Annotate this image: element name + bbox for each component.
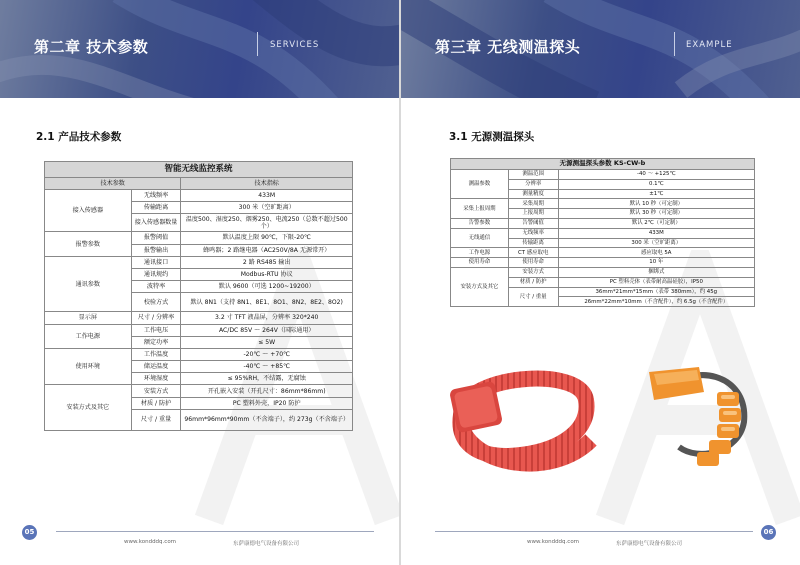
footer-line (56, 531, 374, 532)
parameter-name-cell: 采集周期 (508, 199, 558, 209)
category-cell: 接入传感器 (45, 190, 132, 232)
parameter-name-cell: 无线频率 (131, 190, 181, 202)
parameter-value-cell: 默认 2℃（可定制） (558, 218, 754, 228)
table-title: 无源测温探头参数 KS-CW-b (451, 159, 755, 170)
parameter-name-cell: 尺寸 / 分辨率 (131, 312, 181, 324)
page-number-badge: 05 (22, 525, 37, 540)
table-header-param: 技术参数 (45, 178, 181, 190)
parameter-value-cell: 默认 9600（可选 1200~19200） (181, 281, 353, 293)
category-cell: 使用环境 (45, 348, 132, 385)
parameter-name-cell: 工作电压 (131, 324, 181, 336)
category-cell: 报警参数 (45, 232, 132, 256)
parameter-name-cell: 告警阈值 (508, 218, 558, 228)
parameter-name-cell: 传输距离 (131, 202, 181, 214)
right-page (401, 0, 800, 565)
parameter-value-cell: 0.1℃ (558, 179, 754, 189)
left-header-banner (0, 0, 399, 98)
parameter-value-cell: PC 塑料壳体（表带耐高温硅胶），IP50 (558, 277, 754, 287)
parameter-value-cell: 300 米（空旷距离） (558, 238, 754, 248)
parameter-value-cell: 默认 8N1（支持 8N1、8E1、8O1、8N2、8E2、8O2) (181, 293, 353, 312)
table-header-spec: 技术指标 (181, 178, 353, 190)
parameter-value-cell: 默认温度上限 90℃，下限-20℃ (181, 232, 353, 244)
parameter-name-cell: 通讯规约 (131, 268, 181, 280)
page-number-badge: 06 (761, 525, 776, 540)
parameter-name-cell: 工作温度 (131, 348, 181, 360)
parameter-name-cell: 材质 / 防护 (508, 277, 558, 287)
parameter-name-cell: 报警输出 (131, 244, 181, 256)
category-cell: 使用寿命 (451, 258, 509, 268)
table-row (451, 228, 755, 238)
table-row (451, 218, 755, 228)
category-cell: 显示屏 (45, 312, 132, 324)
parameter-name-cell: 接入传感器数量 (131, 214, 181, 232)
category-cell: 安装方式及其它 (45, 385, 132, 430)
parameter-value-cell: -40℃ ～ +85℃ (181, 361, 353, 373)
table-row (45, 232, 353, 244)
parameter-name-cell: 上报周期 (508, 209, 558, 219)
parameter-name-cell: 校验方式 (131, 293, 181, 312)
parameter-name-cell: 材质 / 防护 (131, 397, 181, 409)
parameter-value-cell: ≤ 5W (181, 336, 353, 348)
parameter-name-cell: 尺寸 / 重量 (508, 287, 558, 307)
parameter-value-cell: 10 年 (558, 258, 754, 268)
chapter-title: 第二章 技术参数 (34, 38, 149, 56)
parameter-name-cell: 通讯接口 (131, 256, 181, 268)
footer-company: 东萨康德电气设备有限公司 (616, 541, 683, 547)
category-cell: 工作电源 (451, 248, 509, 258)
parameter-value-cell: 蜂鸣器；2 路继电器（AC250V/8A 无源常开） (181, 244, 353, 256)
parameter-name-cell: 无线频率 (508, 228, 558, 238)
table-row (451, 248, 755, 258)
chapter-title: 第三章 无线测温探头 (435, 38, 581, 56)
category-cell: 采集上报周期 (451, 199, 509, 219)
category-cell: 安装方式及其它 (451, 267, 509, 306)
table-row (451, 170, 755, 180)
table-row (451, 267, 755, 277)
parameter-name-cell: CT 感应取电 (508, 248, 558, 258)
table-row (45, 385, 353, 397)
parameter-value-cell: 开孔嵌入安装（开孔尺寸：86mm*86mm) (181, 385, 353, 397)
specs-table (44, 161, 353, 431)
table-row (451, 199, 755, 209)
parameter-value-cell: -20℃ ～ +70℃ (181, 348, 353, 360)
parameter-value-cell: Modbus-RTU 协议 (181, 268, 353, 280)
left-page (0, 0, 399, 565)
parameter-value-cell: 36mm*21mm*15mm（表带 380mm），约 45g (558, 287, 754, 297)
parameter-value-cell: 默认 10 秒（可定制） (558, 199, 754, 209)
parameter-value-cell: AC/DC 85V ～ 264V（国际通用） (181, 324, 353, 336)
parameter-name-cell: 波特率 (131, 281, 181, 293)
right-header-banner (401, 0, 800, 98)
footer-url: www.kondddq.com (124, 539, 177, 545)
parameter-value-cell: 433M (181, 190, 353, 202)
header-divider (257, 32, 258, 56)
parameter-value-cell: 捆绑式 (558, 267, 754, 277)
parameter-name-cell: 使用寿命 (508, 258, 558, 268)
parameter-name-cell: 额定功率 (131, 336, 181, 348)
category-cell: 测温参数 (451, 170, 509, 199)
orange-probe-image (629, 352, 769, 482)
table-row (45, 324, 353, 336)
parameter-value-cell: 26mm*22mm*10mm（不含配件），约 6.5g（不含配件） (558, 297, 754, 307)
parameter-value-cell: ≤ 95%RH，不结露，无腐蚀 (181, 373, 353, 385)
parameter-name-cell: 分辨率 (508, 179, 558, 189)
footer-url: www.kondddq.com (527, 539, 580, 545)
parameter-name-cell: 安装方式 (508, 267, 558, 277)
parameter-value-cell: 温度500、湿度250、烟雾250、电流250（总数不超过500 个） (181, 214, 353, 232)
parameter-name-cell: 安装方式 (131, 385, 181, 397)
category-cell: 无线通信 (451, 228, 509, 248)
probe-specs-table (450, 158, 755, 307)
parameter-value-cell: 默认 30 秒（可定制） (558, 209, 754, 219)
table-row (45, 348, 353, 360)
category-cell: 通讯参数 (45, 256, 132, 312)
table-title: 智能无线监控系统 (45, 162, 353, 178)
footer-line (435, 531, 753, 532)
section-title: 2.1 产品技术参数 (36, 131, 122, 143)
parameter-value-cell: 96mm*96mm*90mm（不含端子），约 273g（不含端子） (181, 409, 353, 430)
table-row (45, 256, 353, 268)
chapter-subtitle: EXAMPLE (686, 40, 733, 50)
parameter-name-cell: 传输距离 (508, 238, 558, 248)
parameter-value-cell: -40 ～ +125℃ (558, 170, 754, 180)
parameter-value-cell: 433M (558, 228, 754, 238)
category-cell: 工作电源 (45, 324, 132, 348)
parameter-value-cell: 感应取电 5A (558, 248, 754, 258)
section-title: 3.1 无源测温探头 (449, 131, 535, 143)
table-row (45, 190, 353, 202)
parameter-value-cell: 2 路 RS485 输出 (181, 256, 353, 268)
table-row (451, 258, 755, 268)
parameter-name-cell: 储运温度 (131, 361, 181, 373)
table-row (45, 312, 353, 324)
parameter-name-cell: 报警阈值 (131, 232, 181, 244)
parameter-name-cell: 尺寸 / 重量 (131, 409, 181, 430)
category-cell: 告警参数 (451, 218, 509, 228)
parameter-name-cell: 测温范围 (508, 170, 558, 180)
parameter-name-cell: 测量精度 (508, 189, 558, 199)
parameter-value-cell: 300 米（空旷距离） (181, 202, 353, 214)
header-divider (674, 32, 675, 56)
parameter-value-cell: ±1℃ (558, 189, 754, 199)
parameter-value-cell: PC 塑料外壳，IP20 防护 (181, 397, 353, 409)
footer-company: 东萨康德电气设备有限公司 (233, 541, 300, 547)
parameter-value-cell: 3.2 寸 TFT 液晶屏，分辨率 320*240 (181, 312, 353, 324)
chapter-subtitle: SERVICES (270, 40, 320, 50)
red-band-probe-image (441, 355, 601, 485)
parameter-name-cell: 环境湿度 (131, 373, 181, 385)
